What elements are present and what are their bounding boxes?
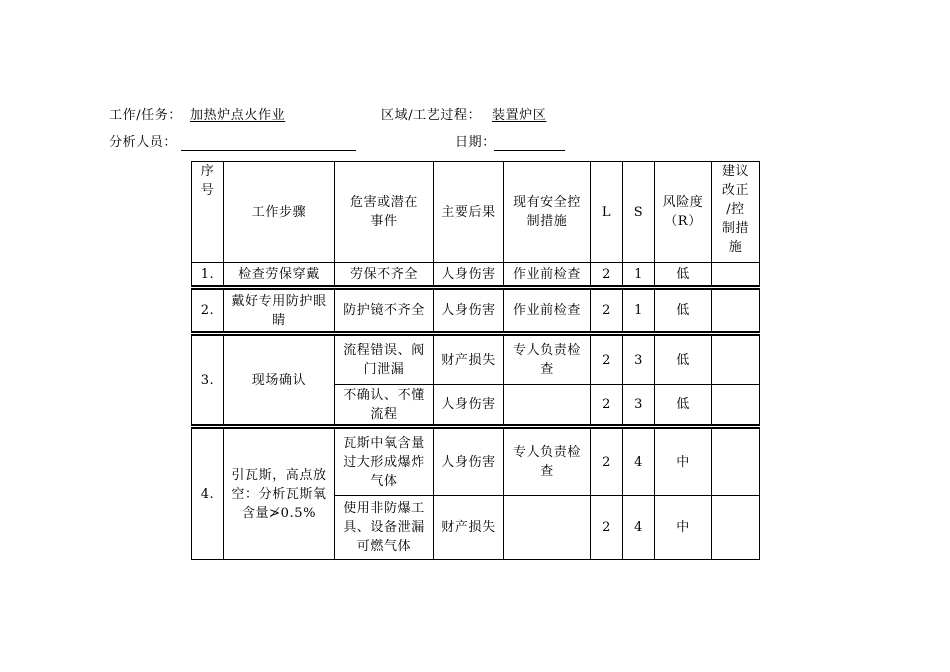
cell-text-line: 引瓦斯，高点放 [231,467,327,483]
header-text-line: 主要后果 [441,204,496,220]
header-risk-level-r [655,162,712,263]
cell-hazard-event [335,263,434,288]
header-text-line: 制措 [721,221,750,236]
header-likelihood-l [591,162,623,263]
cell-text-line: 防护镜不齐全 [343,303,425,318]
cell-text-line: 不确认、不懂 [343,387,425,403]
header-text-line: 号 [200,183,215,198]
header-main-consequence [434,162,504,263]
cell-consequence: 人身伤害 [434,288,504,334]
cell-text-line: 查 [540,464,554,479]
table-row [192,288,760,334]
cell-text-line: 过大形成爆炸 [343,454,425,470]
cell-text-line: 空：分析瓦斯氧 [231,486,327,502]
cell-text-line: 专人负责检 [512,445,581,460]
cell-consequence: 人身伤害 [434,427,504,496]
cell-likelihood: 2 [591,263,623,288]
cell-recommendation [712,496,760,560]
cell-text-line: 查 [540,362,554,377]
table-row [192,334,760,385]
header-text-line: 改正 [721,183,750,198]
cell-consequence: 财产损失 [434,334,504,385]
header-text-line: 危害或潜在 [349,195,418,210]
cell-serial-number: 1. [192,263,224,288]
area-process-value: 装置炉区 [492,108,547,123]
task-label: 工作/任务： [109,108,182,123]
analyst-label: 分析人员： [109,135,178,150]
cell-serial-number: 4. [192,427,224,560]
header-text-line: L [601,204,612,220]
cell-risk-level: 中 [655,427,712,496]
cell-existing-control [504,263,591,288]
header-text-line: 序 [200,164,215,179]
cell-text-line: 专人负责检 [512,343,581,358]
table-row [192,263,760,288]
cell-existing-control [504,496,591,560]
cell-text-line: 作业前检查 [512,266,581,282]
cell-consequence: 人身伤害 [434,263,504,288]
cell-likelihood: 2 [591,288,623,334]
cell-text-line: 流程 [370,406,398,422]
cell-consequence: 财产损失 [434,496,504,560]
cell-severity: 4 [623,496,655,560]
cell-likelihood: 2 [591,334,623,385]
analyst-blank-field [181,135,356,151]
cell-likelihood: 2 [591,496,623,560]
cell-risk-level: 低 [655,263,712,288]
cell-text-line: 使用非防爆工 [343,501,425,516]
header-text-line: （R） [664,214,702,229]
cell-recommendation [712,385,760,427]
cell-likelihood: 2 [591,385,623,427]
cell-work-step [224,427,335,560]
cell-likelihood: 2 [591,427,623,496]
date-label: 日期： [455,135,496,150]
cell-text-line: 含量≯0.5% [241,505,317,521]
cell-risk-level: 中 [655,496,712,560]
cell-recommendation [712,288,760,334]
cell-consequence: 人身伤害 [434,385,504,427]
header-text-line: 建议 [721,164,750,179]
cell-hazard-event [335,385,434,427]
header-text-line: 施 [728,240,743,255]
cell-text-line: 戴好专用防护眼 [231,293,327,309]
cell-risk-level: 低 [655,334,712,385]
header-severity-s [623,162,655,263]
header-hazard-event [335,162,434,263]
header-work-step [224,162,335,263]
hazard-analysis-table [191,161,760,560]
cell-text-line: 气体 [370,473,398,489]
cell-text-line: 瓦斯中氧含量 [343,435,425,451]
cell-severity: 4 [623,427,655,496]
cell-recommendation [712,334,760,385]
cell-text-line: 睛 [272,312,286,328]
cell-hazard-event [335,334,434,385]
cell-severity: 3 [623,385,655,427]
cell-risk-level: 低 [655,288,712,334]
header-text-line: 工作步骤 [251,204,307,220]
cell-text-line: 现场确认 [251,372,307,388]
header-text-line: /控 [726,202,745,217]
cell-existing-control [504,427,591,496]
cell-severity: 3 [623,334,655,385]
cell-text-line: 作业前检查 [512,303,581,318]
cell-hazard-event [335,427,434,496]
cell-risk-level: 低 [655,385,712,427]
cell-work-step [224,334,335,427]
header-text-line: 现有安全控 [512,195,581,210]
header-text-line: S [633,204,644,220]
cell-text-line: 流程错误、阀 [343,343,425,358]
task-value: 加热炉点火作业 [190,108,286,123]
cell-text-line: 可燃气体 [356,539,412,554]
header-text-line: 制措施 [526,214,568,229]
cell-serial-number: 3. [192,334,224,427]
cell-hazard-event [335,496,434,560]
header-existing-controls [504,162,591,263]
cell-text-line: 门泄漏 [363,362,405,377]
cell-text-line: 具、设备泄漏 [343,520,425,535]
cell-text-line: 检查劳保穿戴 [238,266,320,282]
header-text-line: 事件 [370,214,398,229]
cell-text-line: 劳保不齐全 [349,266,418,282]
cell-serial-number: 2. [192,288,224,334]
header-text-line: 风险度 [662,195,704,210]
cell-existing-control [504,334,591,385]
cell-existing-control [504,288,591,334]
cell-hazard-event [335,288,434,334]
cell-work-step [224,288,335,334]
cell-work-step [224,263,335,288]
header-recommended-controls [712,162,760,263]
cell-severity: 1 [623,288,655,334]
area-process-label: 区域/工艺过程： [381,108,482,123]
date-blank-field [494,135,565,151]
table-row [192,427,760,496]
header-serial-number [192,162,224,263]
cell-recommendation [712,427,760,496]
cell-severity: 1 [623,263,655,288]
table-header-row [192,162,760,263]
cell-existing-control [504,385,591,427]
cell-recommendation [712,263,760,288]
